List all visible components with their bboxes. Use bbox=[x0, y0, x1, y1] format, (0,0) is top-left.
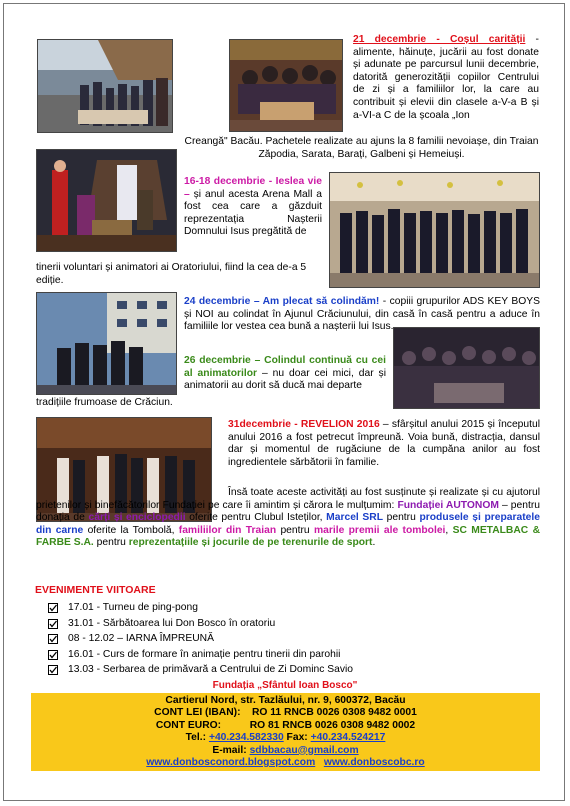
heading-iesle-title: Ieslea vie – bbox=[184, 176, 322, 200]
text-revelion: – sfârșitul anului 2015 și începutul anului 2016 a fost petrecut împreună. Voia bună, distracția, dansul dar și momentul de rugăciune de la cumpăna anilor au fost ingredientele sărbătorii în familie. bbox=[228, 419, 540, 468]
sponsor-marcel: Marcel SRL bbox=[326, 512, 383, 524]
sponsor-metalbac: SC METALBAC & FARBE S.A. bbox=[36, 524, 541, 549]
heading-iesle-date: 16-18 decembrie - bbox=[184, 176, 273, 187]
text-colind-24: - copiii grupurilor ADS KEY BOYS și NOI au colindat în Ajunul Crăciunului, din casă în casă pentru a aduce în familiile lor vestea cea bună a nașterii lui Isus. bbox=[184, 296, 540, 333]
block-colind-24 bbox=[184, 296, 540, 334]
list-item: 13.03 - Serbarea de primăvară a Centrului de Zi Dominc Savio bbox=[48, 662, 353, 678]
checkbox-bullet-icon bbox=[48, 650, 58, 660]
email-link[interactable]: sdbbacau@gmail.com bbox=[249, 744, 359, 756]
text-colind-26: – nu doar cei mici, dar și animatorii au dorit să ducă mai departe bbox=[184, 367, 386, 392]
heading-cosul-caritatii: 21 decembrie - Coșul carității bbox=[353, 34, 526, 45]
list-item: 08 - 12.02 – IARNA ÎMPREUNĂ bbox=[48, 631, 353, 647]
events-title: EVENIMENTE VIITOARE bbox=[35, 584, 156, 596]
checkbox-bullet-icon bbox=[48, 634, 58, 644]
sponsor-produse: produsele și preparatele din carne bbox=[36, 512, 540, 536]
text-cosul-caritatii-bottom: Creangă" Bacău. Pachetele realizate au ajuns la 8 familii nevoiașe, din Traian Zăpodia, Sarata, Barați, Galbeni și Hemeiuși. bbox=[184, 136, 539, 160]
footer-cont-euro: CONT EURO: RO 81 RNCB 0026 0308 9482 0002 bbox=[155, 719, 416, 731]
footer-address: Cartierul Nord, str. Tazlăului, nr. 9, 600372, Bacău bbox=[165, 695, 406, 706]
web-link-blog[interactable]: www.donbosconord.blogspot.com bbox=[146, 757, 316, 769]
photo-cosul-caritatii bbox=[37, 39, 173, 133]
heading-revelion: 31decembrie - REVELION 2016 bbox=[228, 419, 380, 430]
text-colind-26-bottom: tradițiile frumoase de Crăciun. bbox=[36, 397, 173, 408]
heading-colind-26: 26 decembrie – Colindul continuă cu cei al animatorilor bbox=[184, 355, 386, 379]
sponsor-familii: familiilor din Traian bbox=[178, 524, 277, 536]
photo-colind bbox=[36, 292, 177, 395]
web-link-site[interactable]: www.donboscobc.ro bbox=[323, 757, 425, 769]
sponsor-reprez: reprezentațiile și jocurile de pe terenurile de sport bbox=[128, 537, 373, 549]
footer-cont-lei: CONT LEI (IBAN): RO 11 RNCB 0026 0308 9482 0001 bbox=[154, 707, 417, 719]
block-multumiri: Însă toate aceste activități au fost susținute și realizate și cu ajutorul prietenilor și binefăcătorilor Fundației pe care îi amintim și cărora le mulțumim: Fundației AUTONOM – pentru donația de cărți și enciclopedii oferite pentru Clubul Isteților, Marcel SRL pentru produsele și preparatele din carne oferite la Tombolă, familiilor din Traian pentru marile premii ale tombolei, SC METALBAC & FARBE S.A. pentru reprezentațiile și jocurile de pe terenurile de sport. bbox=[36, 487, 541, 549]
list-item: 31.01 - Sărbătoarea lui Don Bosco în oratoriu bbox=[48, 616, 353, 632]
footer-title: Fundația „Sfântul Ioan Bosco" bbox=[212, 680, 358, 691]
photo-arena-mall bbox=[329, 172, 540, 288]
heading-colind-24: 24 decembrie – Am plecat să colindăm! bbox=[184, 296, 380, 307]
checkbox-bullet-icon bbox=[48, 665, 58, 675]
photo-pachete bbox=[229, 39, 343, 132]
footer-contact bbox=[31, 693, 540, 771]
list-item: 17.01 - Turneu de ping-pong bbox=[48, 600, 353, 616]
sponsor-carti: cărți și enciclopedii bbox=[88, 512, 186, 524]
block-revelion bbox=[228, 419, 540, 469]
text-iesle: și anul acesta Arena Mall a fost cea care a găzduit reprezentația Nașterii Domnului Isus pregătită de bbox=[184, 188, 322, 238]
footer-email: E-mail: sdbbacau@gmail.com bbox=[212, 744, 359, 756]
phone-link[interactable]: +40.234.582330 bbox=[208, 732, 284, 744]
block-ieslea-vie bbox=[184, 176, 322, 239]
sponsor-premii: marile premii ale tombolei bbox=[313, 524, 446, 536]
block-colind-26 bbox=[184, 355, 386, 393]
text-iesle-bottom: tinerii voluntari și animatori ai Oratoriului, fiind la cea de-a 5 ediție. bbox=[36, 262, 307, 286]
list-item: 16.01 - Curs de formare în animație pentru tinerii din parohii bbox=[48, 647, 353, 663]
checkbox-bullet-icon bbox=[48, 603, 58, 613]
footer-phone: Tel.: +40.234.582330 Fax: +40.234.524217 bbox=[185, 732, 386, 744]
photo-ieslea-vie bbox=[36, 149, 177, 252]
text-cosul-caritatii: - alimente, hăinuțe, jucării au fost donate și adunate pe parcursul lunii decembrie, datorită generozității copiilor Centrului de zi și a familiilor lor, la care au contribuit și elevii din clasele a-V-a B și a-VI-a C de la școala „Ion bbox=[353, 34, 539, 121]
photo-animatori bbox=[393, 327, 540, 409]
checkbox-bullet-icon bbox=[48, 619, 58, 629]
footer-websites bbox=[31, 757, 540, 769]
fax-link[interactable]: +40.234.524217 bbox=[310, 732, 386, 744]
events-list bbox=[48, 600, 353, 678]
block-cosul-caritatii bbox=[353, 34, 539, 122]
sponsor-autonom: Fundației AUTONOM bbox=[397, 499, 499, 511]
